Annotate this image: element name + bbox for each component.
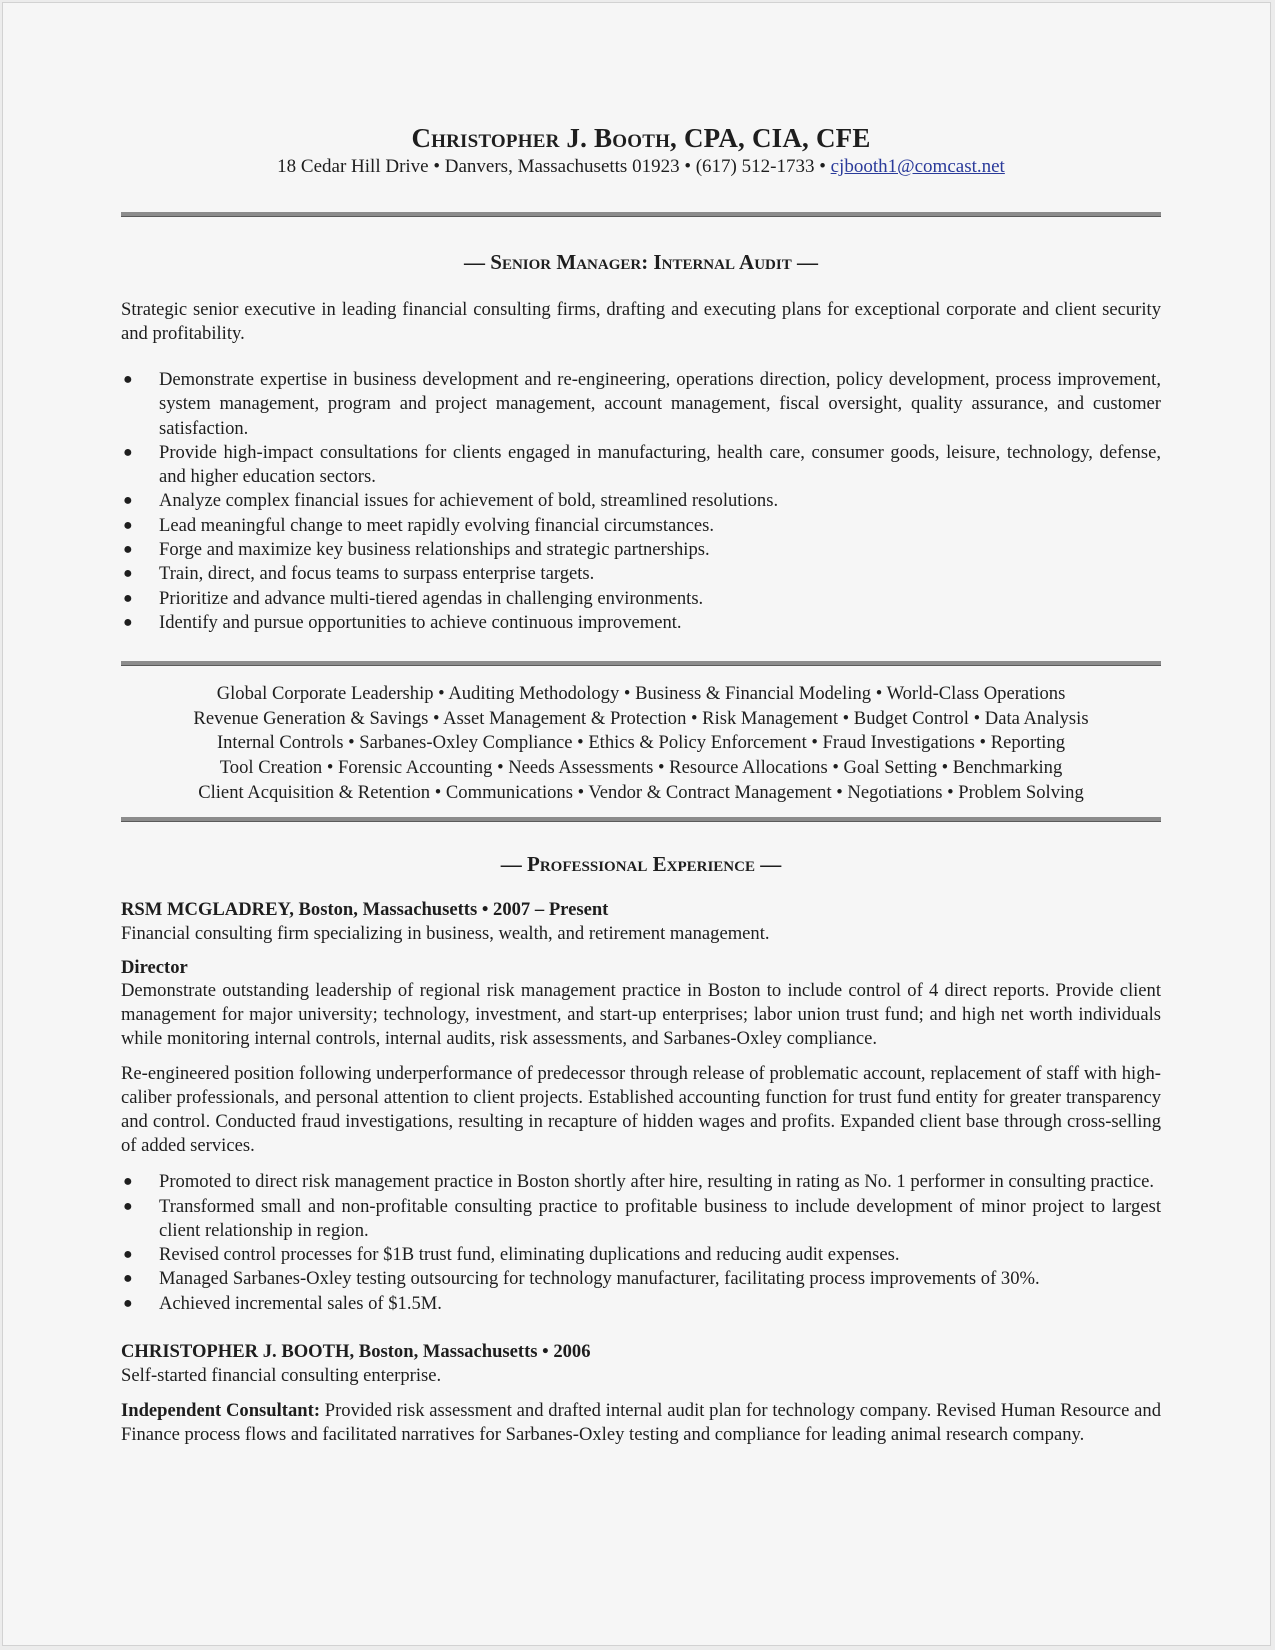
- list-item: ● Transformed small and non-profitable consulting practice to profitable business to include development of minor project to largest client relationship in region.: [123, 1195, 1161, 1241]
- list-item: ● Achieved incremental sales of $1.5M.: [121, 1292, 1161, 1316]
- job-description: Financial consulting firm specializing in business, wealth, and retirement management.: [121, 923, 770, 945]
- email-link[interactable]: cjbooth1@comcast.net: [830, 156, 1005, 177]
- bullet-icon: ●: [123, 371, 133, 388]
- bullet-icon: ●: [123, 1197, 133, 1215]
- skills-line: Client Acquisition & Retention • Communications • Vendor & Contract Management • Negotiations • Problem Solving: [198, 781, 1084, 803]
- bullet-icon: ●: [123, 541, 133, 559]
- skills-line: Global Corporate Leadership • Auditing Methodology • Business & Financial Modeling • World-Class Operations: [216, 683, 1066, 705]
- list-item: ● Prioritize and advance multi-tiered agendas in challenging environments.: [121, 587, 1161, 611]
- bullet-icon: ●: [123, 443, 133, 461]
- list-item: ● Identify and pursue opportunities to achieve continuous improvement.: [121, 611, 1161, 635]
- summary-intro: Strategic senior executive in leading financial consulting firms, drafting and executing plans for exceptional corporate and client security and profitability.: [121, 299, 1161, 344]
- job-paragraph: Demonstrate outstanding leadership of regional risk management practice in Boston to include control of 4 direct reports. Provide client management for major university; technology, investment, and start-up enterprises; labor union trust fund; and high net worth individuals while monitoring internal controls, internal audits, risk assessments, and Sarbanes-Oxley compliance.: [121, 980, 1161, 1050]
- list-item: ● Demonstrate expertise in business development and re-engineering, operations direction, policy development, process improvement, system management, program and project management, account management, fiscal oversight, quality assurance, and customer satisfaction.: [123, 369, 1161, 439]
- bullet-icon: ●: [123, 1173, 133, 1191]
- list-item: ● Forge and maximize key business relationships and strategic partnerships.: [121, 538, 1161, 562]
- experience-title: — Professional Experience —: [500, 852, 782, 877]
- list-item: ● Analyze complex financial issues for achievement of bold, streamlined resolutions.: [121, 489, 1161, 513]
- contact-address: 18 Cedar Hill Drive • Danvers, Massachusetts 01923 • (617) 512-1733 •: [277, 156, 826, 177]
- job-heading: RSM MCGLADREY, Boston, Massachusetts • 2007 – Present: [121, 899, 609, 921]
- skills-line: Tool Creation • Forensic Accounting • Needs Assessments • Resource Allocations • Goal Setting • Benchmarking: [219, 757, 1063, 779]
- job-bullets: [121, 1170, 1161, 1316]
- skills-block: [121, 682, 1161, 805]
- bullet-icon: ●: [123, 492, 133, 510]
- consultant-text: Provided risk assessment and drafted internal audit plan for technology company. Revised Human Resource and Finance process flows and facilitated narratives for Sarbanes-Oxley testing and compliance for leading animal research company.: [121, 1400, 1161, 1446]
- bullet-icon: ●: [123, 565, 133, 583]
- contact-line: [121, 155, 1161, 179]
- job-role: Director: [121, 957, 188, 979]
- job-heading: CHRISTOPHER J. BOOTH, Boston, Massachusetts • 2006: [121, 1341, 591, 1363]
- resume-page: [2, 2, 1271, 1646]
- bullet-icon: ●: [123, 1246, 133, 1264]
- divider: [121, 817, 1161, 822]
- candidate-name: Christopher J. Booth, CPA, CIA, CFE: [411, 123, 871, 153]
- resume-content: [121, 121, 1161, 1447]
- bullet-icon: ●: [123, 516, 133, 534]
- divider: [121, 661, 1161, 666]
- bullet-icon: ●: [123, 1294, 133, 1312]
- bullet-icon: ●: [123, 1270, 133, 1288]
- list-item: ● Promoted to direct risk management practice in Boston shortly after hire, resulting in rating as No. 1 performer in consulting practice.: [121, 1170, 1161, 1194]
- job-description: Self-started financial consulting enterprise.: [121, 1365, 442, 1387]
- list-item: ● Lead meaningful change to meet rapidly evolving financial circumstances.: [121, 514, 1161, 538]
- list-item: ● Managed Sarbanes-Oxley testing outsourcing for technology manufacturer, facilitating process improvements of 30%.: [121, 1267, 1161, 1291]
- summary-title: — Senior Manager: Internal Audit —: [464, 250, 818, 274]
- divider: [121, 212, 1161, 217]
- summary-bullets: [121, 368, 1161, 635]
- consultant-label: Independent Consultant:: [121, 1400, 321, 1422]
- job-paragraph: Re-engineered position following underperformance of predecessor through release of problematic account, replacement of staff with high-caliber professionals, and personal attention to client projects. Established accounting function for trust fund entity for greater transparency and control. Conducted fraud investigations, resulting in recapture of hidden wages and profits. Expanded client base through cross-selling of added services.: [121, 1063, 1161, 1157]
- skills-line: Revenue Generation & Savings • Asset Management & Protection • Risk Management • Budget Control • Data Analysis: [193, 707, 1089, 729]
- list-item: ● Train, direct, and focus teams to surpass enterprise targets.: [121, 562, 1161, 586]
- consultant-paragraph: [121, 1399, 1161, 1447]
- bullet-icon: ●: [123, 589, 133, 607]
- bullet-icon: ●: [123, 613, 133, 631]
- skills-line: Internal Controls • Sarbanes-Oxley Compliance • Ethics & Policy Enforcement • Fraud Investigations • Reporting: [216, 732, 1066, 754]
- list-item: ● Revised control processes for $1B trust fund, eliminating duplications and reducing audit expenses.: [121, 1243, 1161, 1267]
- list-item: ● Provide high-impact consultations for clients engaged in manufacturing, health care, consumer goods, leisure, technology, defense, and higher education sectors.: [123, 441, 1161, 488]
